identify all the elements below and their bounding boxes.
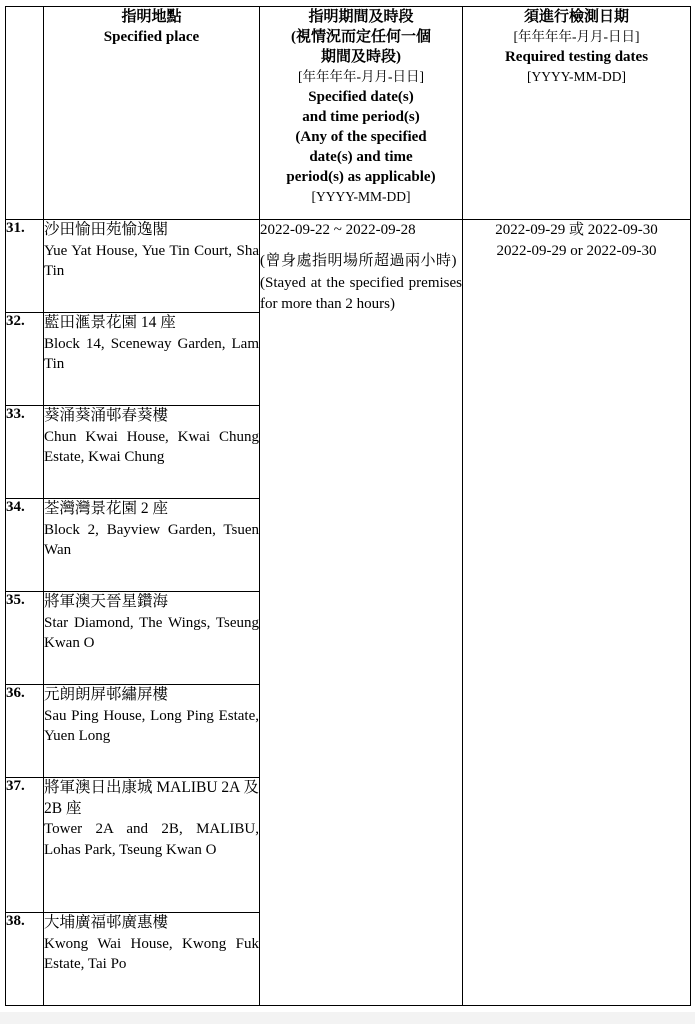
specified-period-cell bbox=[260, 220, 463, 1006]
place-cell bbox=[44, 220, 260, 313]
header-number-cell bbox=[6, 7, 44, 220]
header-dates-zh: 須進行檢測日期 bbox=[523, 9, 629, 25]
header-period-en-4: date(s) and time bbox=[309, 149, 413, 165]
place-cell bbox=[44, 313, 260, 406]
table-header-row bbox=[6, 7, 691, 220]
page-bottom-margin bbox=[0, 1012, 695, 1024]
row-number: 36. bbox=[6, 685, 44, 778]
place-name-zh: 元朗朗屏邨繡屏樓 bbox=[44, 686, 169, 703]
row-number: 31. bbox=[6, 220, 44, 313]
place-name-zh: 藍田滙景花園 14 座 bbox=[44, 314, 176, 331]
period-note-zh: (曾身處指明場所超過兩小時) bbox=[260, 252, 457, 269]
header-period-cell bbox=[260, 7, 463, 220]
specified-places-table bbox=[5, 6, 691, 1006]
header-place-zh: 指明地點 bbox=[121, 9, 182, 25]
place-name-en: Kwong Wai House, Kwong Fuk Estate, Tai Po bbox=[44, 935, 259, 972]
table-row bbox=[6, 220, 691, 313]
row-number: 35. bbox=[6, 592, 44, 685]
place-name-en: Sau Ping House, Long Ping Estate, Yuen Long bbox=[44, 707, 259, 744]
testing-dates-zh: 2022-09-29 或 2022-09-30 bbox=[495, 222, 658, 238]
header-period-format-zh: [年年年年-月月-日日] bbox=[298, 69, 424, 84]
header-dates-format-en: [YYYY-MM-DD] bbox=[527, 69, 626, 84]
header-period-format-en: [YYYY-MM-DD] bbox=[311, 189, 411, 204]
header-dates-cell bbox=[463, 7, 691, 220]
header-period-en-5: period(s) as applicable) bbox=[286, 169, 436, 185]
place-name-zh: 沙田愉田苑愉逸閣 bbox=[44, 221, 169, 238]
header-period-zh-3: 期間及時段) bbox=[321, 49, 401, 65]
place-cell bbox=[44, 406, 260, 499]
row-number: 37. bbox=[6, 778, 44, 913]
header-period-en-2: and time period(s) bbox=[302, 109, 420, 125]
row-number: 38. bbox=[6, 913, 44, 1006]
place-name-en: Tower 2A and 2B, MALIBU, Lohas Park, Tseung Kwan O bbox=[44, 821, 259, 858]
header-place-cell bbox=[44, 7, 260, 220]
row-number: 32. bbox=[6, 313, 44, 406]
period-range: 2022-09-22 ~ 2022-09-28 bbox=[260, 222, 416, 238]
place-name-zh: 葵涌葵涌邨春葵樓 bbox=[44, 407, 169, 424]
place-cell bbox=[44, 592, 260, 685]
place-name-en: Block 2, Bayview Garden, Tsuen Wan bbox=[44, 521, 259, 558]
place-cell bbox=[44, 778, 260, 913]
place-name-en: Block 14, Sceneway Garden, Lam Tin bbox=[44, 335, 259, 372]
row-number: 34. bbox=[6, 499, 44, 592]
place-name-zh: 荃灣灣景花園 2 座 bbox=[44, 500, 169, 517]
period-note-en: (Stayed at the specified premises for more than 2 hours) bbox=[260, 275, 462, 312]
testing-dates-cell bbox=[463, 220, 691, 1006]
place-name-en: Chun Kwai House, Kwai Chung Estate, Kwai Chung bbox=[44, 428, 259, 465]
row-number: 33. bbox=[6, 406, 44, 499]
header-period-en-3: (Any of the specified bbox=[295, 129, 427, 145]
header-dates-en: Required testing dates bbox=[504, 49, 649, 65]
place-cell bbox=[44, 685, 260, 778]
header-period-en-1: Specified date(s) bbox=[308, 89, 414, 105]
place-name-zh: 將軍澳日出康城 MALIBU 2A 及 2B 座 bbox=[44, 779, 259, 817]
header-place-en: Specified place bbox=[103, 29, 200, 45]
header-period-zh-1: 指明期間及時段 bbox=[308, 9, 414, 25]
header-period-zh-2: (視情況而定任何一個 bbox=[291, 29, 431, 45]
place-name-zh: 大埔廣福邨廣惠樓 bbox=[44, 914, 169, 931]
place-name-en: Yue Yat House, Yue Tin Court, Sha Tin bbox=[44, 242, 259, 279]
place-name-en: Star Diamond, The Wings, Tseung Kwan O bbox=[44, 614, 259, 651]
testing-dates-en: 2022-09-29 or 2022-09-30 bbox=[496, 243, 657, 259]
header-dates-format-zh: [年年年年-月月-日日] bbox=[513, 29, 640, 44]
place-cell bbox=[44, 499, 260, 592]
place-cell bbox=[44, 913, 260, 1006]
place-name-zh: 將軍澳天晉星鑽海 bbox=[44, 593, 169, 610]
